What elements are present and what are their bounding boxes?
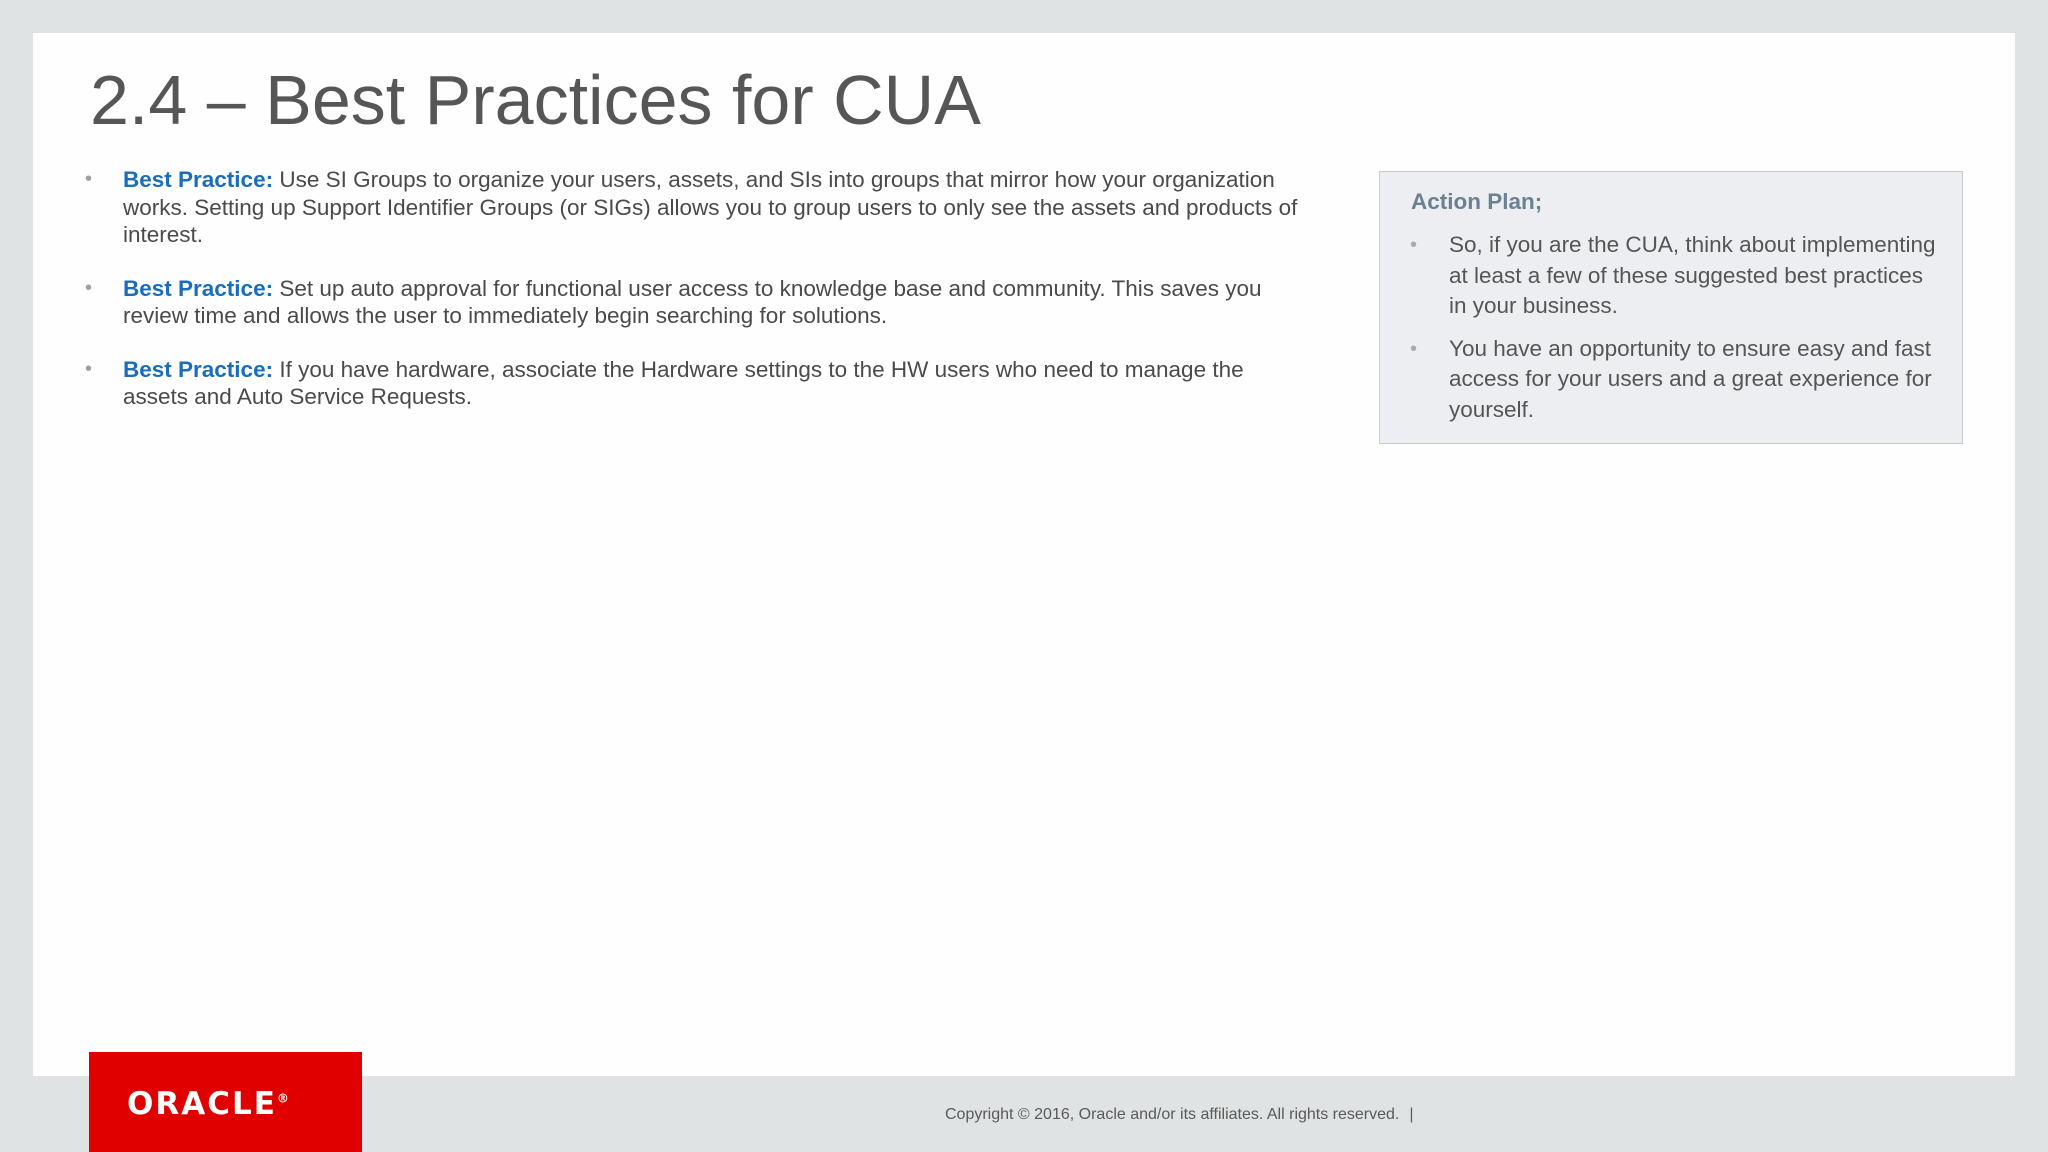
best-practice-text: Set up auto approval for functional user access to knowledge base and community. This saves you review time and allows the user to immediately begin searching for solutions. xyxy=(123,275,1262,328)
bullet-icon: • xyxy=(1410,234,1418,256)
action-plan-text: So, if you are the CUA, think about implementing at least a few of these suggested best practices in your business. xyxy=(1449,232,1936,318)
copyright-notice xyxy=(945,1106,1414,1124)
action-plan-box xyxy=(1379,171,1963,444)
best-practice-text: If you have hardware, associate the Hardware settings to the HW users who need to manage the assets and Auto Service Requests. xyxy=(123,356,1244,409)
best-practice-text: Use SI Groups to organize your users, assets, and SIs into groups that mirror how your organization works. Setting up Support Identifier Groups (or SIGs) allows you to group users to only see the assets and products of interest. xyxy=(123,167,1298,247)
oracle-logo xyxy=(89,1052,362,1152)
copyright-text: Copyright © 2016, Oracle and/or its affiliates. All rights reserved. xyxy=(945,1106,1400,1123)
bullet-icon: • xyxy=(1410,337,1418,360)
oracle-logo-text xyxy=(127,1086,289,1122)
registered-mark-icon: ® xyxy=(276,1091,289,1106)
action-plan-title: Action Plan; xyxy=(1411,189,1543,214)
best-practice-label: Best Practice: xyxy=(123,167,274,192)
bullet-icon: • xyxy=(85,276,93,299)
bullet-icon: • xyxy=(85,168,93,190)
list-item xyxy=(85,166,1307,249)
action-plan-list xyxy=(1410,230,1940,437)
oracle-wordmark: ORACLE xyxy=(127,1086,277,1122)
list-item xyxy=(1410,230,1940,322)
best-practices-list xyxy=(85,166,1307,437)
slide-title: 2.4 – Best Practices for CUA xyxy=(90,61,981,139)
best-practice-label: Best Practice: xyxy=(123,275,274,301)
list-item xyxy=(1410,334,1940,426)
footer-separator: | xyxy=(1409,1106,1414,1123)
list-item xyxy=(85,275,1307,330)
best-practice-label: Best Practice: xyxy=(123,356,274,382)
bullet-icon: • xyxy=(85,357,93,380)
list-item xyxy=(85,356,1307,411)
action-plan-text: You have an opportunity to ensure easy and fast access for your users and a great experience for yourself. xyxy=(1449,335,1932,422)
